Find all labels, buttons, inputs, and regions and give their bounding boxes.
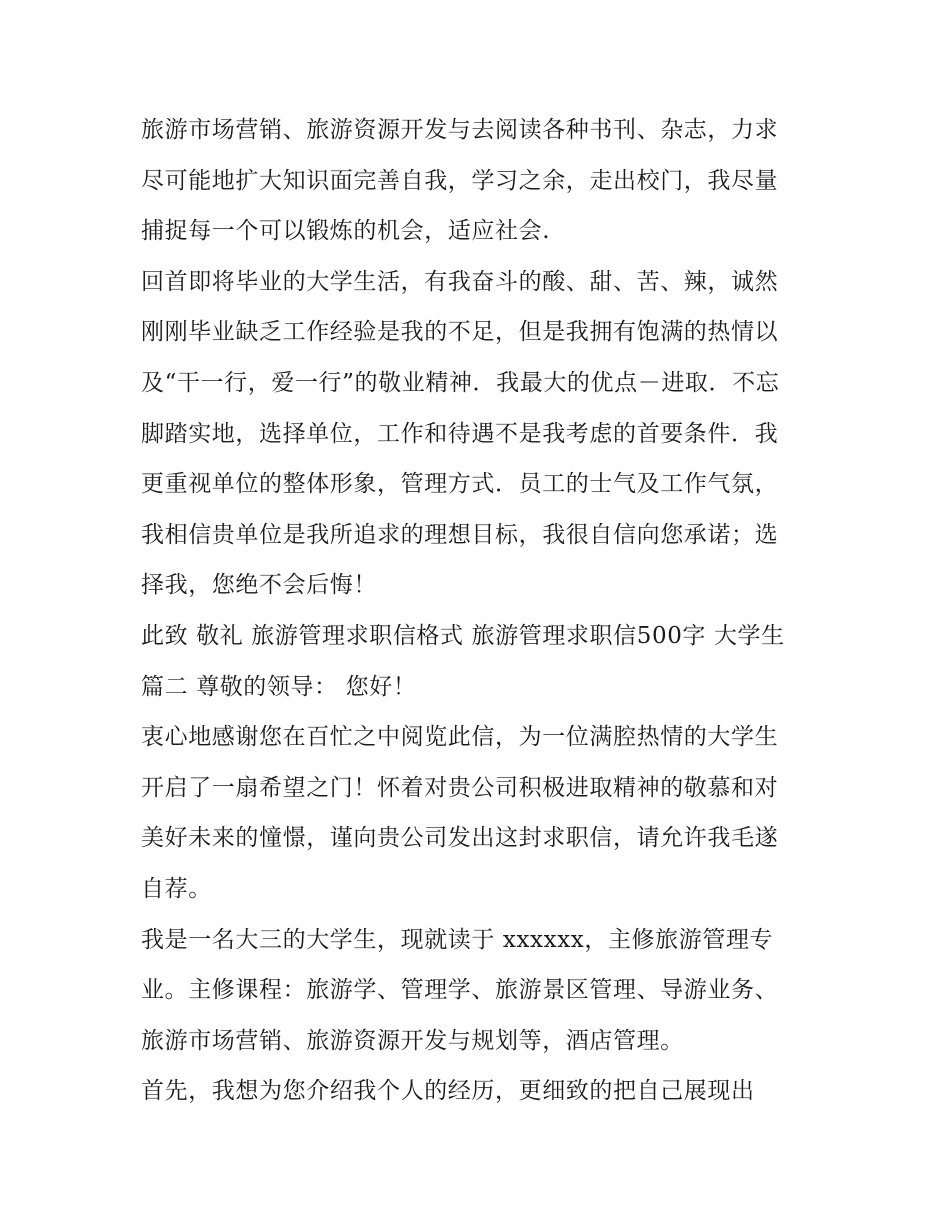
text-line: 旅游市场营销、旅游资源开发与去阅读各种书刊、杂志，力求 (141, 117, 779, 143)
text-line: 开启了一扇希望之门！怀着对贵公司积极进取精神的敬慕和对 (141, 775, 779, 801)
text-line: 我是一名大三的大学生，现就读于 xxxxxx，主修旅游管理专 (141, 927, 774, 953)
text-line: 回首即将毕业的大学生活，有我奋斗的酸、甜、苦、辣，诚然 (141, 269, 779, 295)
text-line: 首先，我想为您介绍我个人的经历，更细致的把自己展现出 (141, 1078, 755, 1104)
text-line: 美好未来的憧憬，谨向贵公司发出这封求职信，请允许我毛遂 (141, 825, 779, 851)
text-line: 业。主修课程：旅游学、管理学、旅游景区管理、导游业务、 (141, 977, 779, 1003)
text-line: 衷心地感谢您在百忙之中阅览此信，为一位满腔热情的大学生 (141, 724, 779, 750)
text-line: 择我，您绝不会后悔！ (141, 572, 377, 598)
text-line: 尽可能地扩大知识面完善自我，学习之余，走出校门，我尽量 (141, 168, 779, 194)
text-line: 我相信贵单位是我所追求的理想目标，我很自信向您承诺；选 (141, 522, 779, 548)
text-line: 此致 敬礼 旅游管理求职信格式 旅游管理求职信500字 大学生 (141, 623, 785, 649)
text-line: 旅游市场营销、旅游资源开发与规划等，酒店管理。 (141, 1028, 684, 1054)
text-line: 脚踏实地，选择单位，工作和待遇不是我考虑的首要条件．我 (141, 421, 779, 447)
text-line: 及“干一行，爱一行”的敬业精神．我最大的优点－进取．不忘 (141, 370, 780, 396)
text-line: 更重视单位的整体形象，管理方式．员工的士气及工作气氛， (141, 471, 779, 497)
text-line: 自荐。 (141, 876, 212, 902)
text-line: 刚刚毕业缺乏工作经验是我的不足，但是我拥有饱满的热情以 (141, 319, 779, 345)
text-line: 篇二 尊敬的领导： 您好！ (141, 674, 417, 700)
text-line: 捕捉每一个可以锻炼的机会，适应社会. (141, 218, 551, 244)
